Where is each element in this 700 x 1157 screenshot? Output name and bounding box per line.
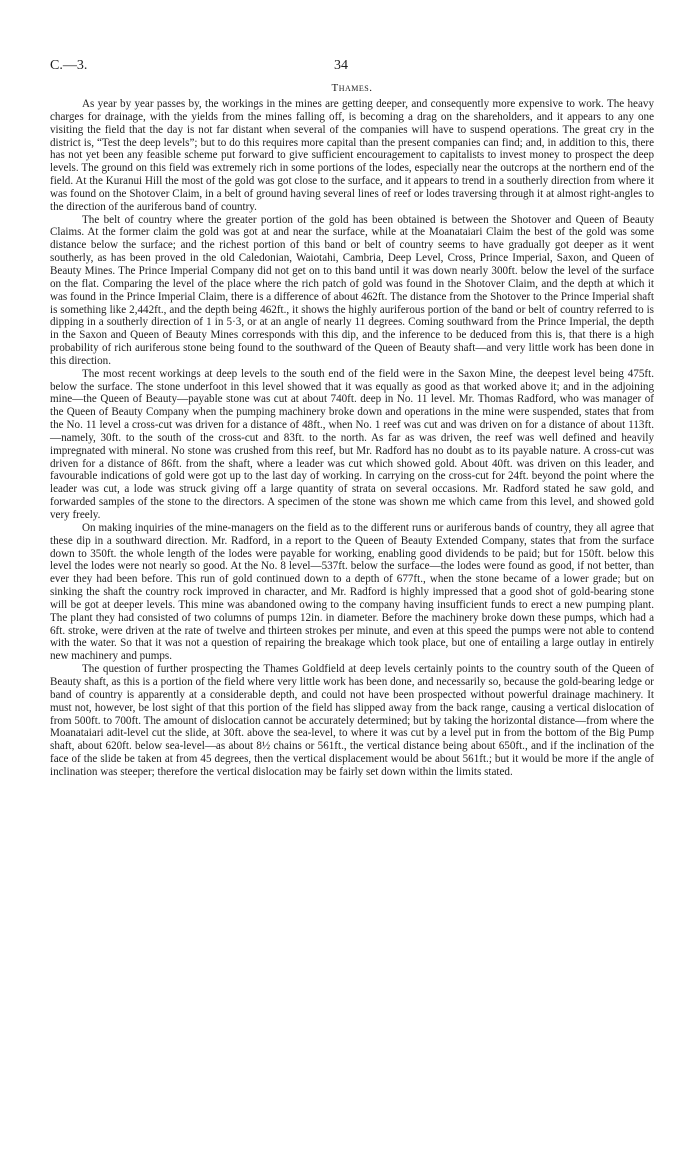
- section-title: [50, 82, 654, 94]
- section-title-text: Thames.: [331, 82, 373, 94]
- document-page: [50, 58, 654, 779]
- paragraph-4: On making inquiries of the mine-managers on the field as to the different runs or auriferous bands of country, they all agree that these dip in a southward direction. Mr. Radford, in a report to the Queen of Beauty Extended Company, states that from the surface down to 350ft. the whole length of the lodes were payable for working, enabling good dividends to be paid; but for 150ft. below this level the lodes were not nearly so good. At the No. 8 level—537ft. below the surface—the lodes were found as good, if not better, than ever they had been before. This run of gold continued down to a depth of 677ft., when the stone became of a lower grade; but on sinking the shaft the country rock improved in character, and Mr. Radford is highly impressed that a good shot of gold-bearing stone will be got at deeper levels. This mine was abandoned owing to the company having insufficient funds to erect a new pumping plant. The plant they had consisted of two columns of pumps 12in. in diameter. Before the machinery broke down these pumps, which had a 6ft. stroke, were driven at the rate of twelve and thirteen strokes per minute, and even at this speed the pumps were not able to contend with the water. So that it was not a question of repairing the breakage which took place, but one of entailing a large outlay in entirely new machinery and pumps.: [50, 521, 654, 663]
- page-number: 34: [334, 58, 348, 73]
- document-reference: C.—3.: [50, 58, 88, 73]
- paragraph-3: The most recent workings at deep levels to the south end of the field were in the Saxon Mine, the deepest level being 475ft. below the surface. The stone underfoot in this level showed that it was equally as good as that worked above it; and in the adjoining mine—the Queen of Beauty—payable stone was cut at about 740ft. deep in No. 11 level. Mr. Thomas Radford, who was manager of the Queen of Beauty Company when the pumping machinery broke down and operations in the mine were suspended, states that from the No. 11 level a cross-cut was driven for a distance of 48ft., when No. 1 reef was cut and was driven on for a distance of about 113ft.—namely, 30ft. to the south of the cross-cut and 83ft. to the north. As far as was driven, the reef was well defined and heavily impregnated with mineral. No stone was crushed from this reef, but Mr. Radford has no doubt as to its payable nature. A cross-cut was driven for a distance of 86ft. from the shaft, where a leader was cut which showed gold. About 40ft. was driven on this leader, and favourable indications of gold were got up to the last day of working. In carrying on the cross-cut for 24ft. beyond the point where the leader was cut, a lode was struck giving off a large quantity of strata on several occasions. Mr. Radford stated he saw gold, and forwarded samples of the stone to the directors. A specimen of the stone was shown me which came from this level, and showed gold very freely.: [50, 367, 654, 521]
- paragraph-5: The question of further prospecting the Thames Goldfield at deep levels certainly points to the country south of the Queen of Beauty shaft, as this is a portion of the field where very little work has been done, and necessarily so, because the gold-bearing ledge or band of country is apparently at a considerable depth, and could not have been prospected without powerful drainage machinery. It must not, however, be lost sight of that this portion of the field has slipped away from the back range, causing a vertical dislocation of from 500ft. to 700ft. The amount of dislocation cannot be accurately determined; but by taking the horizontal distance—from where the Moanataiari adit-level cut the slide, at 30ft. above the sea-level, to where it was cut by a level put in from the bottom of the Big Pump shaft, about 620ft. below sea-level—as about 8½ chains or 561ft., the vertical distance being about 650ft., and if the inclination of the face of the slide be taken at from 45 degrees, then the vertical displacement would be about 561ft.; but it would be more if the angle of inclination was steeper; therefore the vertical dislocation may be fairly set down within the limits stated.: [50, 663, 654, 778]
- paragraph-1: As year by year passes by, the workings in the mines are getting deeper, and consequently more expensive to work. The heavy charges for drainage, with the yields from the mines falling off, is becoming a drag on the shareholders, and it appears to any one visiting the field that the day is not far distant when several of the companies will have to suspend operations. The great cry in the district is, “Test the deep levels”; but to do this requires more capital than the present companies can find; and, in addition to this, there has not yet been any feasible scheme put forward to give sufficient encouragement to capitalists to invest money to prospect the deep levels. The ground on this field was extremely rich in some portions of the lodes, especially near the outcrops at the northern end of the field. At the Kuranui Hill the most of the gold was got close to the surface, and it appears to trend in a southerly direction from where it was found on the Shotover Claim, in a belt of ground having several lines of reef or lodes traversing through it at almost right-angles to the direction of the auriferous band of country.: [50, 98, 654, 213]
- paragraph-2: The belt of country where the greater portion of the gold has been obtained is between the Shotover and Queen of Beauty Claims. At the former claim the gold was got at and near the surface, while at the Moanataiari Claim the best of the gold was some distance below the surface; and the richest portion of this band or belt of country seems to have gradually got deeper as it went southerly, as has been proved in the old Caledonian, Waiotahi, Cambria, Deep Level, Cross, Prince Imperial, Saxon, and Queen of Beauty Mines. The Prince Imperial Company did not get on to this band until it was down nearly 300ft. below the level of the surface on the flat. Comparing the level of the place where the rich patch of gold was found in the Shotover Claim, and the depth at which it was found in the Prince Imperial Claim, there is a difference of about 462ft. The distance from the Shotover to the Prince Imperial shaft is something like 2,442ft., and the depth being 462ft., it shows the highly auriferous portion of the band or belt of country referred to is dipping in a southerly direction of 1 in 5·3, or at an angle of nearly 11 degrees. Coming southward from the Prince Imperial, the depth in the Saxon and Queen of Beauty Mines corresponds with this dip, and the inference to be deduced from this is, that there is a high probability of rich auriferous stone being found to the southward of the Queen of Beauty shaft—and very little work has been done in this direction.: [50, 213, 654, 367]
- page-header: [50, 58, 654, 82]
